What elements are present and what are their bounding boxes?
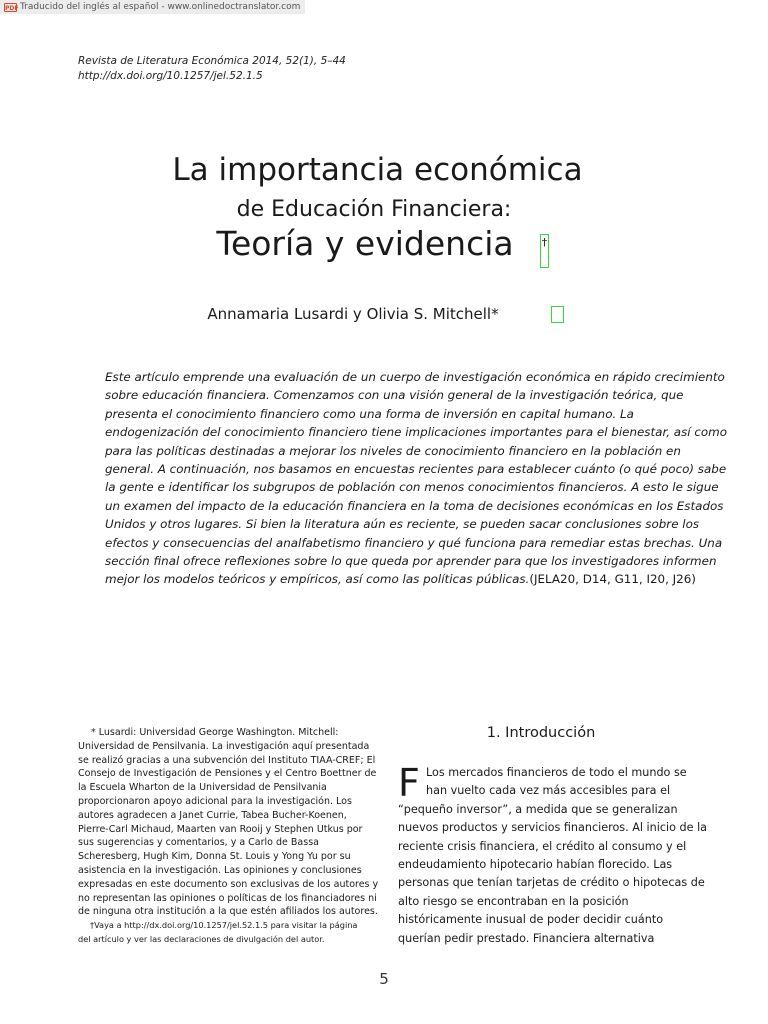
abstract-line: efectos y consecuencias del analfabetismo financiero y qué funciona para remediar estas brechas. Una: [105, 535, 723, 550]
jel-codes: (JELA20, D14, G11, I20, J26): [529, 572, 696, 587]
intro-line: reciente crisis financiera, el crédito al consumo y el: [398, 839, 687, 853]
author-footnote-link[interactable]: [551, 306, 564, 323]
intro-line: históricamente inusual de poder decidir cuánto: [398, 913, 664, 927]
footnote-line: se realizó gracias a una subvención del Instituto TIAA-CREF; El: [78, 754, 376, 766]
intro-line: nuevos productos y servicios financieros. Al inicio de la: [398, 821, 708, 835]
abstract-line: Unidos y otros lugares. Si bien la literatura aún es reciente, se pueden sacar conclusiones sobre los: [105, 517, 700, 532]
intro-line: querían pedir prestado. Financiera alternativa: [398, 931, 655, 945]
article-title-line-1: La importancia económica: [172, 152, 583, 188]
pdf-icon: PDF: [5, 4, 19, 12]
section-heading: 1. Introducción: [486, 725, 596, 741]
intro-line: Los mercados financieros de todo el mundo se: [426, 766, 687, 779]
author-footnote: [78, 726, 378, 947]
dagger-mark: †: [541, 236, 548, 249]
footnote-line: * Lusardi: Universidad George Washington. Mitchell:: [91, 727, 339, 738]
intro-line: endeudamiento hipotecario habían florecido. Las: [398, 858, 673, 872]
drop-cap: F: [398, 761, 420, 805]
article-title-line-3: Teoría y evidencia: [216, 224, 514, 263]
journal-citation: Revista de Literatura Económica 2014, 52(1), 5–44: [78, 55, 346, 67]
abstract-line: presenta el conocimiento financiero como una forma de inversión en capital humano. La: [105, 406, 634, 421]
intro-line: han vuelto cada vez más accesibles para el: [426, 784, 671, 798]
footnote-line: del artículo y ver las declaraciones de divulgación del autor.: [78, 933, 325, 944]
abstract-line-last: [105, 570, 696, 588]
abstract-line: para las políticas destinadas a mejorar los niveles de conocimiento financiero en la población en: [105, 443, 681, 458]
footnote-line: Pierre-Carl Michaud, Maarten van Rooij y Stephen Utkus por: [78, 823, 363, 835]
intro-line: alto riesgo se encontraban en la posición: [398, 894, 629, 908]
abstract-line: endogenización del conocimiento financiero tiene implicaciones importantes para el bienestar, así como: [105, 425, 728, 440]
journal-doi: http://dx.doi.org/10.1257/jel.52.1.5: [78, 70, 263, 82]
intro-line: “pequeño inversor”, a medida que se generalizan: [398, 802, 678, 816]
footnote-line: expresadas en este documento son exclusivas de los autores y: [78, 878, 379, 890]
abstract-line: la gente e identificar los subgrupos de población con menos conocimientos financieros. A esto le sigue: [105, 480, 719, 495]
footnote-line: de ninguna otra institución a la que estén afiliados los autores.: [78, 906, 378, 918]
footnote-line: la Escuela Wharton de la Universidad de Pensilvania: [78, 782, 327, 794]
abstract-line: un examen del impacto de la educación financiera en la toma de decisiones económicas en los Estados: [105, 498, 724, 513]
translator-banner-text: Traducido del inglés al español - www.onlinedoctranslator.com: [20, 2, 301, 12]
page-number: 5: [379, 970, 389, 988]
abstract-line: general. A continuación, nos basamos en encuestas recientes para establecer cuánto (o qué poco) sabe: [105, 462, 727, 477]
footnote-line: Scheresberg, Hugh Kim, Donna St. Louis y Yong Yu por su: [78, 851, 351, 863]
footnote-line: Universidad de Pensilvania. La investigación aquí presentada: [78, 740, 370, 752]
abstract-line: sobre educación financiera. Comenzamos con una visión general de la investigación teórica, que: [105, 388, 684, 403]
footnote-line: asistencia en la investigación. Las opiniones y conclusiones: [78, 864, 362, 876]
footnote-line: no representan las opiniones o políticas de los financiadores ni: [78, 892, 377, 904]
authors: Annamaria Lusardi y Olivia S. Mitchell*: [207, 305, 499, 323]
abstract: [105, 368, 728, 589]
footnote-line: proporcionaron apoyo adicional para la investigación. Los: [78, 795, 352, 807]
journal-header: [78, 54, 346, 84]
abstract-line: sección final ofrece reflexiones sobre lo que queda por aprender para que los investigadores informen: [105, 554, 717, 569]
footnote-line: Consejo de Investigación de Pensiones y el Centro Boettner de: [78, 768, 377, 780]
intro-line: personas que tenían tarjetas de crédito o hipotecas de: [398, 876, 705, 890]
abstract-last-text: mejor los modelos teóricos y empíricos, así como las políticas públicas.: [105, 572, 530, 587]
article-title-line-2: de Educación Financiera:: [236, 197, 512, 222]
footnote-line: autores agradecen a Janet Currie, Tabea Bucher-Koenen,: [78, 809, 347, 821]
footnote-article-link[interactable]: †Vaya a http://dx.doi.org/10.1257/jel.52.1.5 para visitar la página: [90, 920, 358, 931]
title-footnote-link[interactable]: [540, 234, 549, 268]
footnote-line: sus sugerencias y comentarios, y a Carlo de Bassa: [78, 837, 319, 849]
abstract-line: Este artículo emprende una evaluación de un cuerpo de investigación económica en rápido crecimiento: [105, 370, 725, 384]
translator-banner[interactable]: [0, 0, 305, 14]
introduction-text: [398, 761, 708, 948]
